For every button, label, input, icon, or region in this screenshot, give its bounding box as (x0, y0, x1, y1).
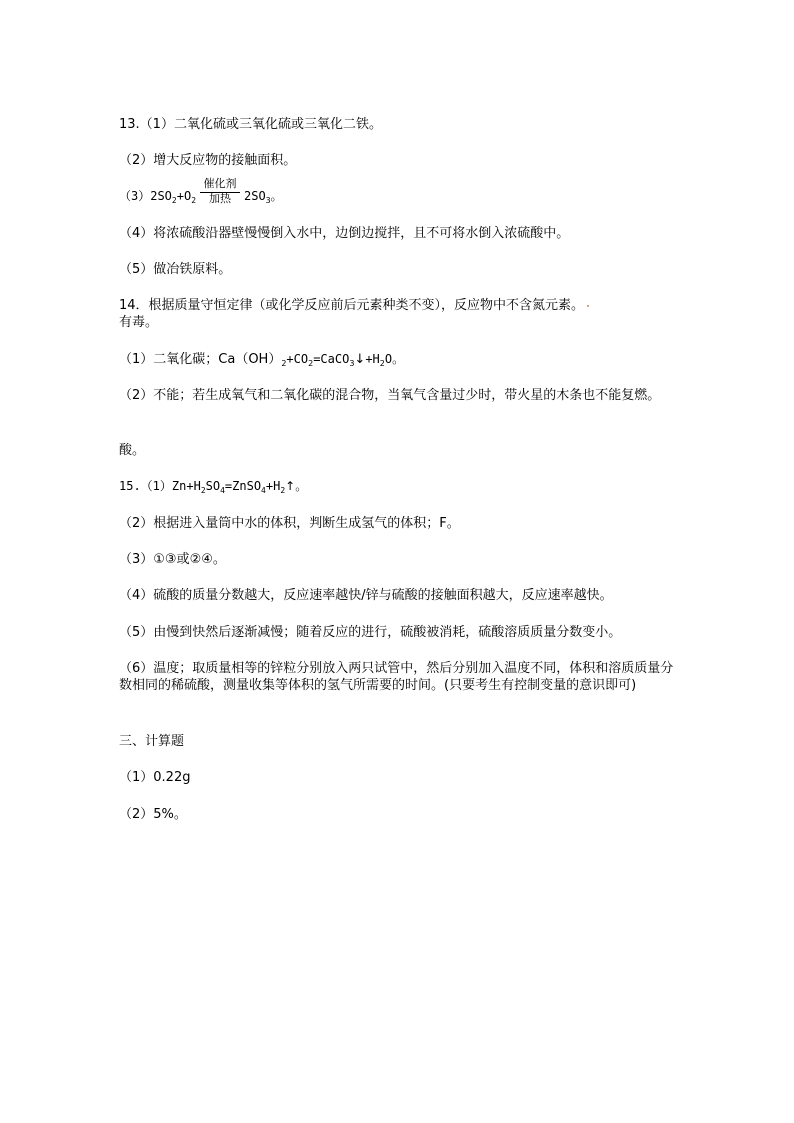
equation-product: =CaCO (313, 352, 350, 366)
stray-mark (587, 305, 589, 307)
subscript: 3 (265, 196, 271, 205)
q13-part5: （5）做冶铁原料。 (119, 262, 232, 277)
q13-part4: （4）将浓硫酸沿器壁慢慢倒入水中，边倒边搅拌，且不可将水倒入浓硫酸中。 (119, 226, 570, 241)
precipitate-arrow: ↓ (354, 352, 366, 367)
q13-part3-equation (119, 176, 679, 205)
heating-label: 加热 (209, 191, 232, 205)
equation-reactant-1: （3）2SO (119, 189, 172, 203)
q15-part1-equation (119, 478, 679, 495)
subscript: 4 (220, 486, 225, 495)
equation-reactant: +CO (286, 352, 309, 366)
calc-part2: （2）5%。 (119, 807, 187, 822)
subscript: 2 (308, 359, 314, 368)
equation-reactant-2: +O (176, 189, 192, 203)
q14-intro-line2: 有毒。 (119, 315, 159, 330)
subscript: 2 (191, 196, 197, 205)
calc-part1 (119, 769, 679, 786)
equation-product-2: +H (265, 479, 281, 493)
subscript: 3 (349, 359, 355, 368)
q15-part4: （4）硫酸的质量分数越大，反应速率越快/锌与硫酸的接触面积越大，反应速率越快。 (119, 588, 613, 603)
equation-reactant-2: SO (205, 479, 221, 493)
q14-intro-text: 14．根据质量守恒定律（或化学反应前后元素种类不变），反应物中不含氮元素。 (119, 298, 585, 313)
q14-intro (119, 297, 679, 314)
q15-part3: （3）①③或②④。 (119, 552, 226, 567)
equation-product: =ZnSO (224, 479, 262, 493)
q13-part1: 13.（1）二氧化硫或三氧化硫或三氧化二铁。 (119, 117, 382, 132)
equation-reactant: 15.（1）Zn+H (119, 479, 201, 493)
subscript: 4 (261, 486, 266, 495)
q15-part5: （5）由慢到快然后逐渐减慢；随着反应的进行，硫酸被消耗，硫酸溶质质量分数变小。 (119, 625, 622, 640)
section-title: 三、计算题 (119, 734, 185, 749)
q14-part1-text: （1）二氧化碳；Ca（OH） (119, 352, 282, 367)
reaction-condition (200, 176, 240, 205)
equation-end: 。 (295, 479, 308, 493)
q15-part2: （2）根据进入量筒中水的体积，判断生成氢气的体积；F。 (119, 516, 460, 531)
gas-arrow: ↑ (285, 479, 296, 493)
subscript: 2 (379, 359, 385, 368)
calc-part1-text: （1）0.22g (119, 770, 191, 785)
equation-end: O。 (384, 352, 405, 366)
subscript: 2 (200, 486, 206, 495)
q15-part6: （6）温度；取质量相等的锌粒分别放入两只试管中，然后分别加入温度不同，体积和溶质质量分数相同的稀硫酸，测量收集等体积的氢气所需要的时间。(只要考生有控制变量的意识即可) (119, 661, 674, 693)
equation-product: 2SO (244, 189, 266, 203)
catalyst-label: 催化剂 (203, 176, 237, 190)
subscript: 2 (280, 486, 286, 495)
equation-end: 。 (270, 189, 283, 203)
q14-part3: 酸。 (119, 443, 146, 458)
subscript: 2 (171, 196, 177, 205)
q14-part2: （2）不能；若生成氧气和二氧化碳的混合物，当氧气含量过少时，带火星的木条也不能复燃。 (119, 388, 661, 403)
equation-product-2: +H (365, 352, 380, 366)
subscript: 2 (281, 359, 287, 368)
q14-part1 (119, 351, 679, 368)
q13-part2: （2）增大反应物的接触面积。 (119, 153, 297, 168)
